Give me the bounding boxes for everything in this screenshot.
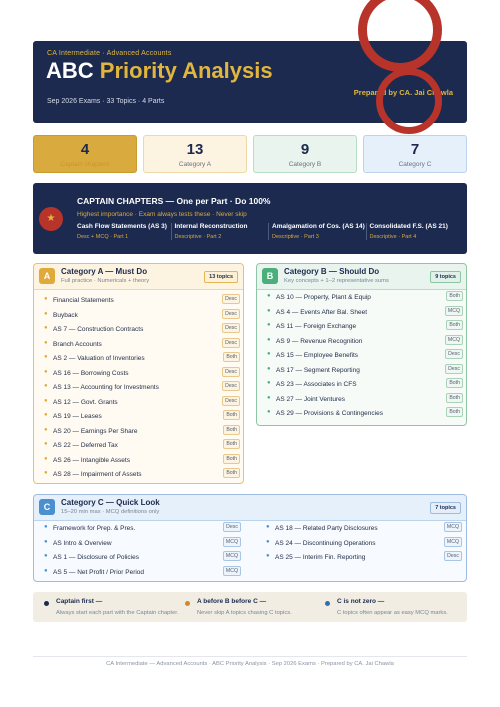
list-item	[44, 468, 240, 482]
title-accent: Priority Analysis	[99, 58, 273, 83]
topic-tag: Both	[223, 410, 240, 420]
topic-tag: Desc	[223, 522, 241, 532]
category-c-letter: C	[39, 499, 55, 515]
list-item	[44, 537, 241, 551]
star-icon: ★	[39, 207, 63, 231]
topic-tag: Desc	[222, 294, 240, 304]
topic-tag: Desc	[222, 396, 240, 406]
bullet-icon: ●	[44, 470, 48, 476]
list-item	[267, 306, 463, 320]
bullet-icon: ●	[266, 553, 270, 559]
list-item	[44, 381, 240, 395]
list-item	[44, 352, 240, 366]
list-item	[266, 551, 462, 565]
captain-item-name: Cash Flow Statements (AS 3)	[77, 223, 167, 230]
bullet-icon: ●	[44, 567, 48, 574]
topic-tag: Both	[223, 352, 240, 362]
list-item	[267, 364, 463, 378]
captain-items	[77, 223, 463, 240]
category-b-letter: B	[262, 268, 278, 284]
stat-label: Category A	[178, 161, 212, 168]
topic-name: AS 16 — Borrowing Costs	[53, 369, 129, 377]
topic-name: AS 12 — Govt. Grants	[53, 398, 118, 406]
captain-item	[268, 223, 366, 240]
topic-name: AS 23 — Associates in CFS	[276, 381, 357, 388]
bullet-icon: ●	[267, 351, 271, 357]
topic-tag: Both	[446, 378, 463, 388]
category-c-panel	[33, 494, 467, 582]
decorative-ring-icon	[376, 68, 442, 134]
topic-name: AS 1 — Disclosure of Policies	[53, 554, 139, 561]
list-item	[267, 291, 463, 305]
topic-name: AS 22 — Deferred Tax	[53, 442, 118, 449]
bullet-icon: ●	[266, 524, 270, 530]
bullet-icon: ●	[44, 426, 48, 433]
topic-tag: Both	[223, 454, 240, 464]
category-c-subtitle: 15–20 min max · MCQ definitions only	[61, 509, 160, 515]
bullet-icon: ●	[267, 365, 271, 372]
topic-name: AS 7 — Construction Contracts	[53, 326, 144, 333]
topic-tag: MCQ	[445, 335, 463, 345]
header-meta: Sep 2026 Exams · 33 Topics · 4 Parts	[47, 98, 165, 105]
list-item	[44, 439, 240, 453]
topic-name: AS 15 — Employee Benefits	[276, 352, 359, 359]
list-item	[44, 309, 240, 323]
list-item	[44, 338, 240, 352]
category-c-count: 7 topics	[430, 502, 461, 514]
stat-label: Category B	[288, 161, 322, 168]
stat-captain	[33, 135, 137, 173]
topic-name: AS 2 — Valuation of Inventories	[53, 355, 145, 362]
bullet-icon: ●	[44, 538, 48, 545]
stat-category-a	[143, 135, 247, 173]
list-item	[44, 522, 241, 536]
topic-tag: Desc	[222, 381, 240, 391]
bullet-icon: ●	[267, 380, 271, 386]
stat-number: 9	[300, 141, 310, 158]
topic-tag: MCQ	[223, 566, 241, 576]
bullet-icon: ●	[267, 322, 271, 328]
category-a-title: Category A — Must Do	[61, 267, 148, 276]
bullet-icon: ●	[44, 325, 48, 331]
tip-title: A before B before C —	[197, 598, 267, 605]
captain-item	[171, 223, 269, 240]
bullet-icon: ●	[267, 394, 271, 401]
topic-name: AS 4 — Events After Bal. Sheet	[276, 308, 368, 316]
category-a-header	[34, 264, 243, 290]
topic-name: AS 20 — Earnings Per Share	[53, 427, 138, 435]
stat-number: 13	[186, 141, 204, 158]
tip-title: Captain first —	[56, 598, 103, 605]
topic-tag: Both	[446, 393, 463, 403]
bullet-icon: ●	[267, 293, 271, 299]
bullet-icon	[325, 601, 330, 606]
captain-item	[77, 223, 171, 240]
topic-name: AS Intro & Overview	[53, 539, 112, 547]
topic-tag: Desc	[222, 338, 240, 348]
topic-tag: MCQ	[223, 551, 241, 561]
topic-tag: Both	[223, 439, 240, 449]
list-item	[44, 396, 240, 410]
title-main: ABC	[46, 58, 100, 83]
bullet-icon	[44, 601, 49, 606]
topic-tag: Both	[446, 407, 463, 417]
bullet-icon: ●	[44, 397, 48, 404]
category-a-subtitle: Full practice · Numericals + theory	[61, 278, 150, 284]
bullet-icon: ●	[266, 538, 270, 545]
list-item	[267, 349, 463, 363]
captain-title: CAPTAIN CHAPTERS — One per Part · Do 100%	[77, 196, 271, 206]
list-item	[44, 367, 240, 381]
list-item	[266, 522, 462, 536]
bullet-icon: ●	[44, 524, 48, 530]
topic-name: Branch Accounts	[53, 340, 102, 348]
topic-name: AS 13 — Accounting for Investments	[53, 384, 159, 391]
topic-tag: Both	[223, 468, 240, 478]
category-c-header	[34, 495, 466, 521]
list-item	[44, 566, 241, 580]
list-item	[44, 294, 240, 308]
captain-item-name: Amalgamation of Cos. (AS 14)	[272, 223, 365, 230]
bullet-icon: ●	[44, 368, 48, 375]
prepared-by: Prepared by CA. Jai Chawla	[353, 88, 453, 97]
topic-name: Buyback	[53, 311, 78, 319]
list-item	[44, 551, 241, 565]
topic-tag: Desc	[222, 367, 240, 377]
topic-name: AS 11 — Foreign Exchange	[276, 323, 357, 330]
list-item	[44, 425, 240, 439]
stats-row	[33, 135, 467, 173]
topic-tag: Desc	[445, 349, 463, 359]
topic-name: AS 9 — Revenue Recognition	[276, 337, 363, 345]
bullet-icon: ●	[44, 383, 48, 389]
tip-title: C is not zero —	[337, 598, 385, 605]
captain-item-tag: Descriptive · Part 4	[369, 234, 417, 240]
topic-name: AS 18 — Related Party Disclosures	[275, 525, 378, 532]
list-item	[44, 410, 240, 424]
list-item	[267, 335, 463, 349]
topic-name: AS 29 — Provisions & Contingencies	[276, 410, 383, 417]
bullet-icon: ●	[44, 296, 48, 302]
bullet-icon: ●	[44, 455, 48, 462]
captain-item-tag: Desc + MCQ · Part 1	[77, 234, 129, 240]
captain-subtitle: Highest importance · Exam always tests these · Never skip	[77, 211, 247, 218]
topic-name: AS 17 — Segment Reporting	[276, 366, 360, 374]
topic-tag: Both	[446, 320, 463, 330]
stat-category-c	[363, 135, 467, 173]
list-item	[44, 323, 240, 337]
bullet-icon: ●	[44, 354, 48, 360]
topic-tag: MCQ	[444, 522, 462, 532]
bullet-icon: ●	[44, 310, 48, 317]
tip-desc: Always start each part with the Captain chapter.	[56, 610, 179, 616]
bullet-icon: ●	[267, 307, 271, 314]
category-b-header	[257, 264, 466, 290]
page-footer: CA Intermediate — Advanced Accounts · ABC Priority Analysis · Sep 2026 Exams · Prepared by CA. Jai Chawla	[33, 656, 467, 667]
category-b-subtitle: Key concepts + 1–2 representative sums	[284, 278, 389, 284]
bullet-icon: ●	[44, 412, 48, 418]
topic-name: Framework for Prep. & Pres.	[53, 525, 136, 532]
captain-item-tag: Descriptive · Part 2	[174, 234, 222, 240]
list-item	[267, 378, 463, 392]
list-item	[267, 407, 463, 421]
stat-category-b	[253, 135, 357, 173]
topic-name: AS 24 — Discontinuing Operations	[275, 539, 376, 547]
bullet-icon	[185, 601, 190, 606]
topic-tag: Both	[223, 425, 240, 435]
bullet-icon: ●	[267, 409, 271, 415]
topic-name: AS 10 — Property, Plant & Equip	[276, 294, 371, 301]
category-b-count: 9 topics	[430, 271, 461, 283]
topic-name: AS 5 — Net Profit / Prior Period	[53, 568, 145, 576]
topic-tag: Desc	[445, 364, 463, 374]
tip-desc: Never skip A topics chasing C topics.	[197, 610, 292, 616]
category-b-panel	[256, 263, 467, 426]
topic-tag: MCQ	[444, 537, 462, 547]
bullet-icon: ●	[44, 553, 48, 559]
captain-item-name: Internal Reconstruction	[174, 223, 248, 230]
topic-tag: Desc	[222, 323, 240, 333]
tip-desc: C topics often appear as easy MCQ marks.	[337, 610, 448, 616]
topic-tag: Desc	[222, 309, 240, 319]
topic-name: Financial Statements	[53, 297, 114, 304]
stat-label: Captain chapters	[60, 161, 110, 168]
topic-tag: MCQ	[445, 306, 463, 316]
list-item	[267, 393, 463, 407]
category-a-panel	[33, 263, 244, 484]
topic-tag: Both	[446, 291, 463, 301]
category-a-letter: A	[39, 268, 55, 284]
stat-number: 7	[410, 141, 420, 158]
captain-chapters-panel	[33, 183, 467, 254]
category-c-title: Category C — Quick Look	[61, 498, 160, 507]
list-item	[266, 537, 462, 551]
captain-item	[366, 223, 464, 240]
list-item	[267, 320, 463, 334]
stat-number: 4	[80, 141, 90, 158]
category-b-title: Category B — Should Do	[284, 267, 380, 276]
topic-name: AS 28 — Impairment of Assets	[53, 471, 142, 478]
topic-tag: Desc	[444, 551, 462, 561]
topic-name: AS 27 — Joint Ventures	[276, 395, 346, 403]
topic-name: AS 19 — Leases	[53, 413, 102, 420]
stat-label: Category C	[398, 161, 432, 168]
topic-tag: MCQ	[223, 537, 241, 547]
header-subtitle: CA Intermediate · Advanced Accounts	[47, 50, 172, 57]
tips-bar	[33, 592, 467, 622]
captain-item-name: Consolidated F.S. (AS 21)	[369, 223, 448, 230]
bullet-icon: ●	[267, 336, 271, 343]
page-title	[46, 58, 273, 84]
bullet-icon: ●	[44, 441, 48, 447]
topic-name: AS 26 — Intangible Assets	[53, 456, 130, 464]
bullet-icon: ●	[44, 339, 48, 346]
captain-item-tag: Descriptive · Part 3	[272, 234, 319, 240]
list-item	[44, 454, 240, 468]
topic-name: AS 25 — Interim Fin. Reporting	[275, 554, 366, 561]
category-a-count: 13 topics	[204, 271, 238, 283]
